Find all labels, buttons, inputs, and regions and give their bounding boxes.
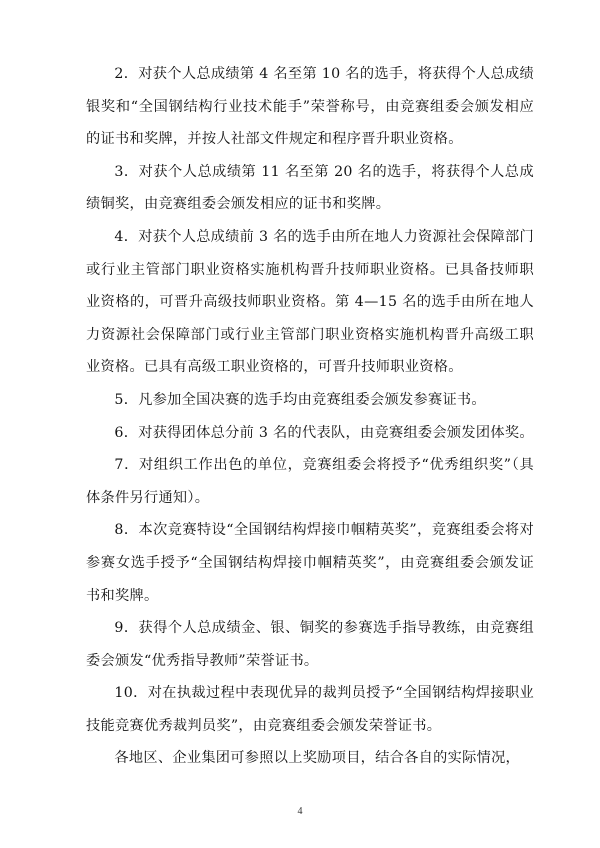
paragraph-award-3: 3．对获个人总成绩第 11 名至第 20 名的选手，将获得个人总成绩铜奖，由竞赛组委会颁发相应的证书和奖牌。 bbox=[86, 163, 534, 213]
paragraph-award-2: 2．对获个人总成绩第 4 名至第 10 名的选手，将获得个人总成绩银奖和“全国钢结构行业技术能手”荣誉称号，由竞赛组委会颁发相应的证书和奖牌，并按人社部文件规定和程序晋升职业资格。 bbox=[86, 66, 534, 148]
paragraph-award-5: 5．凡参加全国决赛的选手均由竞赛组委会颁发参赛证书。 bbox=[114, 391, 486, 408]
page-number: 4 bbox=[297, 806, 303, 817]
paragraph-award-8: 8．本次竞赛特设“全国钢结构焊接巾帼精英奖”，竞赛组委会将对参赛女选手授予“全国钢结构焊接巾帼精英奖”，由竞赛组委会颁发证书和奖牌。 bbox=[86, 522, 534, 604]
paragraph-closing: 各地区、企业集团可参照以上奖励项目，结合各自的实际情况， bbox=[114, 750, 521, 767]
paragraph-award-4: 4．对获个人总成绩前 3 名的选手由所在地人力资源社会保障部门或行业主管部门职业资格实施机构晋升技师职业资格。已具备技师职业资格的，可晋升高级技师职业资格。第 4—15 名的选手由所在地人力资源社会保障部门或行业主管部门职业资格实施机构晋升高级工职业资格。已具有高级工职业资格的，可晋升技师职业资格。 bbox=[86, 228, 534, 376]
paragraph-award-7: 7．对组织工作出色的单位，竞赛组委会将授予“优秀组织奖”（具体条件另行通知）。 bbox=[86, 457, 534, 506]
paragraph-award-9: 9．获得个人总成绩金、银、铜奖的参赛选手指导教练，由竞赛组委会颁发“优秀指导教师”荣誉证书。 bbox=[86, 620, 534, 669]
paragraph-award-6: 6．对获得团体总分前 3 名的代表队，由竞赛组委会颁发团体奖。 bbox=[114, 424, 534, 441]
document-body bbox=[86, 58, 534, 775]
paragraph-award-10: 10．对在执裁过程中表现优异的裁判员授予“全国钢结构焊接职业技能竞赛优秀裁判员奖”，由竞赛组委会颁发荣誉证书。 bbox=[86, 685, 534, 734]
